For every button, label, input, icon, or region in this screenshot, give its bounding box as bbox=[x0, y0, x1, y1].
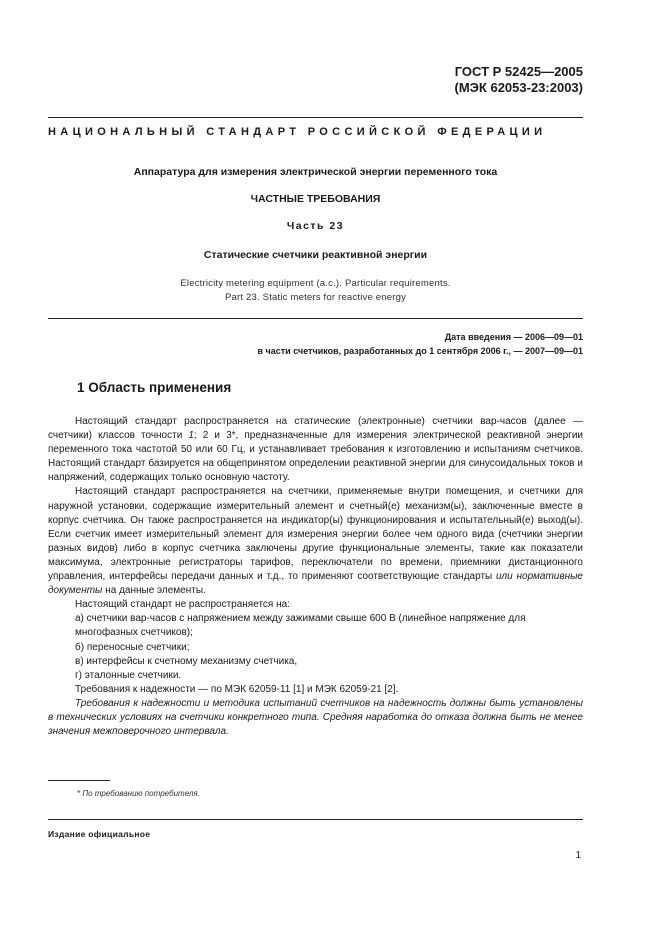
list-item: б) переносные счетчики; bbox=[75, 641, 190, 653]
english-title-line1: Electricity metering equipment (a.c.). Particular requirements. bbox=[180, 278, 451, 289]
document-topic: Статические счетчики реактивной энергии bbox=[203, 249, 428, 261]
document-subtitle: ЧАСТНЫЕ ТРЕБОВАНИЯ bbox=[250, 193, 381, 205]
paragraph-5: Требования к надежности и методика испытаний счетчиков на надежность должны быть установлены в технических условиях на счетчики конкретного типа. Средняя наработка до отказа должна быть не менее значения межповерочного интервала. bbox=[48, 697, 583, 738]
paragraph-2-text-a: Настоящий стандарт распространяется на счетчики, применяемые внутри помещения, и счетчики для наружной установки, содержащие измерительный элемент и счетный(е) механизм(ы), заключенные вместе в корпус счетчика. Он также распространяется на индикатор(ы) функционирования и испытательный(е) выход(ы). Если счетчик имеет измерительный элемент для измерения энергии более чем одного вида (счетчики энергии разных видов) либо в корпус счетчика заключены другие функциональные элементы, такие как показатели максимума, электронные регистраторы тарифов, переключатели по времени, приемники дистанционного управления, интерфейсы передачи данных и т.д., то применяют соответствующие стандарты bbox=[48, 486, 583, 583]
iec-code: (МЭК 62053-23:2003) bbox=[454, 80, 583, 95]
accuracy-class-1: 1 bbox=[188, 430, 194, 442]
english-title-line2: Part 23. Static meters for reactive energy bbox=[224, 292, 407, 303]
standard-code-block bbox=[455, 64, 583, 96]
footnote-separator bbox=[48, 780, 110, 781]
footnote: * По требованию потребителя. bbox=[77, 789, 200, 798]
effective-dates bbox=[257, 330, 583, 358]
edition-label: Издание официальное bbox=[48, 829, 151, 839]
document-part: Часть 23 bbox=[286, 220, 345, 232]
paragraph-2-text-b: на данные элементы. bbox=[102, 585, 206, 597]
english-title bbox=[48, 277, 583, 305]
paragraph-2-italic: или нормативные документы bbox=[48, 571, 583, 597]
section-body bbox=[48, 415, 583, 739]
page-number: 1 bbox=[575, 850, 581, 861]
footer-rule bbox=[48, 819, 583, 820]
effective-date: Дата введения — 2006—09—01 bbox=[444, 332, 583, 342]
list-item: г) эталонные счетчики. bbox=[75, 669, 182, 681]
effective-date-note: в части счетчиков, разработанных до 1 сентября 2006 г., — 2007—09—01 bbox=[257, 346, 583, 356]
national-standard-banner: НАЦИОНАЛЬНЫЙ СТАНДАРТ РОССИЙСКОЙ ФЕДЕРАЦИИ bbox=[48, 126, 547, 138]
paragraph-1 bbox=[48, 415, 583, 485]
section-heading: 1 Область применения bbox=[77, 380, 232, 395]
header-top-rule bbox=[48, 117, 583, 118]
standard-code: ГОСТ Р 52425—2005 bbox=[454, 64, 583, 79]
title-bottom-rule bbox=[48, 318, 583, 319]
document-title: Аппаратура для измерения электрической энергии переменного тока bbox=[133, 166, 498, 178]
paragraph-1-text-b: ; 2 и 3*, предназначенные для измерения электрической реактивной энергии переменного тока частотой 50 или 60 Гц, и устанавливает требования к изготовлению и испытаниям счетчиков. Настоящий стандарт базируется на общепринятом определении реактивной энергии для синусоидальных токов и напряжений, содержащих только основную частоту. bbox=[48, 430, 583, 484]
paragraph-3: Настоящий стандарт не распространяется на: bbox=[75, 599, 290, 611]
paragraph-2 bbox=[48, 485, 583, 598]
list-item: а) счетчики вар-часов с напряжением между зажимами свыше 600 В (линейное напряжение для многофазных счетчиков); bbox=[75, 613, 526, 639]
paragraph-4: Требования к надежности — по МЭК 62059-11 [1] и МЭК 62059-21 [2]. bbox=[75, 683, 399, 695]
list-item: в) интерфейсы к счетному механизму счетчика, bbox=[75, 655, 298, 667]
paragraph-1-text-a: Настоящий стандарт распространяется на статические (электронные) счетчики вар-часов (далее — счетчики) классов точности bbox=[48, 416, 583, 442]
